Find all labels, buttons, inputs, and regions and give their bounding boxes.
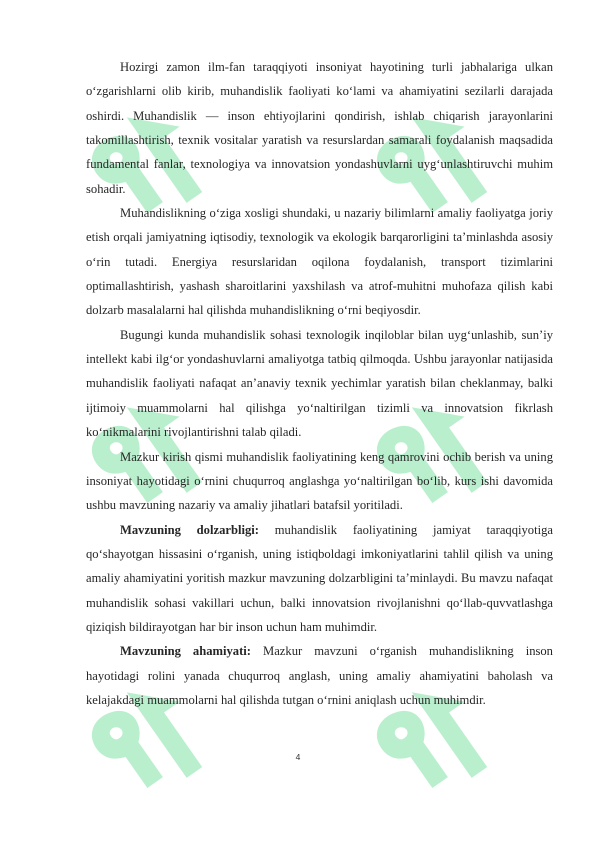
- paragraph-importance: [86, 639, 553, 712]
- paragraph-text: Muhandislikning o‘ziga xosligi shundaki, u nazariy bilimlarni amaliy faoliyatga joriy etish orqali jamiyatning iqtisodiy, texnologik va ekologik barqarorligini ta’minlashda asosiy o‘rin tutadi. Energiya resurslaridan oqilona foydalanish, transport tizimlarini optimallashtirish, yashash sharoitlarini yaxshilash va atrof-muhitni muhofaza qilish kabi dolzarb masalalarni hal qilishda muhandislikning o‘rni beqiyosdir.: [86, 206, 553, 318]
- paragraph-specificity: [86, 201, 553, 323]
- paragraph-heading-relevance: Mavzuning dolzarbligi:: [120, 522, 259, 537]
- document-body: [86, 55, 553, 712]
- paragraph-heading-importance: Mavzuning ahamiyati:: [120, 644, 251, 659]
- paragraph-text: Mazkur mavzuni o‘rganish muhandislikning inson hayotidagi rolini yanada chuqurroq anglash, uning amaliy ahamiyatini baholash va kelajakdagi muammolarni hal qilishda tutgan o‘rnini aniqlash uchun muhimdir.: [86, 644, 553, 707]
- paragraph-text: Bugungi kunda muhandislik sohasi texnologik inqiloblar bilan uyg‘unlashib, sun’iy intellekt kabi ilg‘or yondashuvlarni amaliyotga tatbiq qilmoqda. Ushbu jarayonlar natijasida muhandislik faoliyati nafaqat an’anaviy texnik yechimlar yaratish bilan cheklanmay, balki ijtimoiy muammolarni hal qilishga yo‘naltirilgan tizimli va innovatsion fikrlash ko‘nikmalarini rivojlantirishni talab qiladi.: [86, 327, 553, 440]
- paragraph-text: Hozirgi zamon ilm-fan taraqqiyoti insoniyat hayotining turli jabhalariga ulkan o‘zgarishlarni olib kirib, muhandislik faoliyati ko‘lami va ahamiyatini sezilarli darajada oshirdi. Muhandislik — inson ehtiyojlarini qondirish, ishlab chiqarish jarayonlarini takomillashtirish, texnik vositalar yaratish va resurslardan samarali foydalanish maqsadida fundamental fanlar, texnologiya va innovatsion yondashuvlarni uyg‘unlashtiruvchi muhim sohadir.: [86, 60, 553, 196]
- paragraph-intro: [86, 55, 553, 201]
- page-number: 4: [295, 752, 301, 762]
- paragraph-modern-trends: [86, 323, 553, 445]
- paragraph-text: Mazkur kirish qismi muhandislik faoliyatining keng qamrovini ochib berish va uning insoniyat hayotidagi o‘rnini chuqurroq anglashga yo‘naltirilgan bo‘lib, kurs ishi davomida ushbu mavzuning nazariy va amaliy jihatlari batafsil yoritiladi.: [86, 449, 553, 513]
- paragraph-text: muhandislik faoliyatining jamiyat taraqqiyotiga qo‘shayotgan hissasini o‘rganish, uning istiqboldagi imkoniyatlarini tahlil qilish va uning amaliy ahamiyatini yoritish mazkur mavzuning dolzarbligini ta’minlaydi. Bu mavzu nafaqat muhandislik sohasi vakillari uchun, balki innovatsion rivojlanishni qo‘llab-quvvatlashga qiziqish bildirayotgan har bir inson uchun ham muhimdir.: [86, 522, 553, 634]
- paragraph-course-scope: [86, 445, 553, 518]
- paragraph-relevance: [86, 518, 553, 640]
